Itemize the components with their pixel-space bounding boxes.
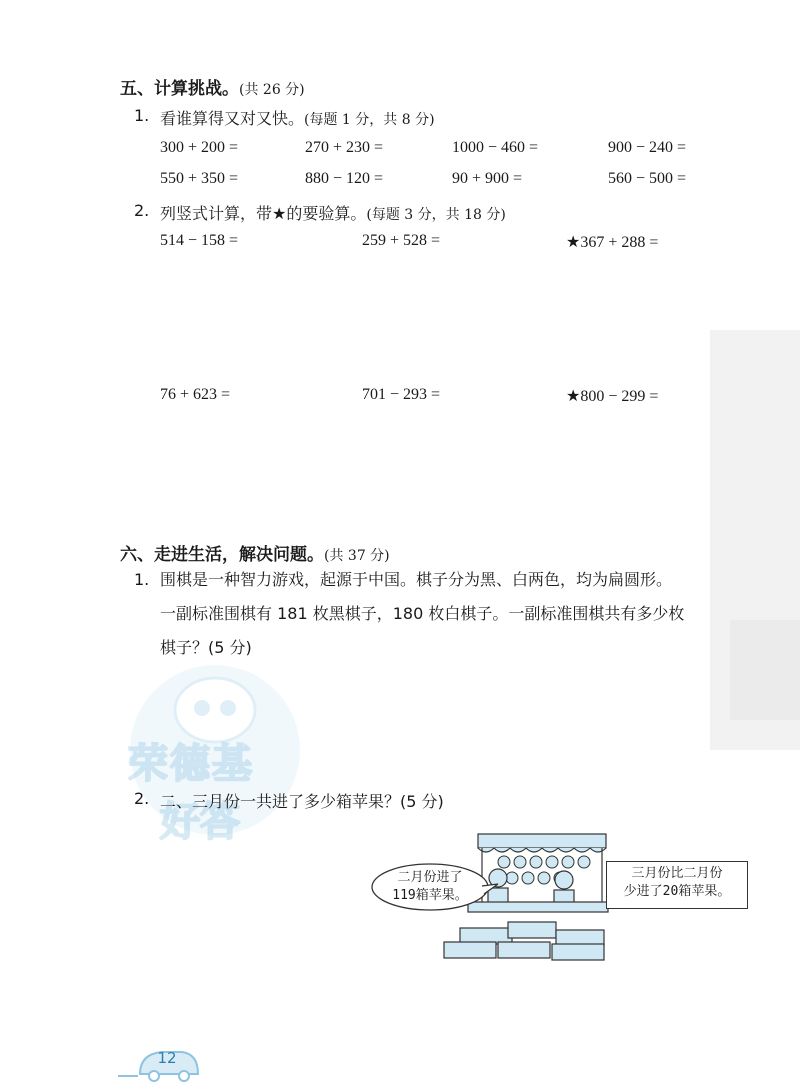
bubble-left-text xyxy=(378,869,482,905)
paragraph-line: 围棋是一种智力游戏，起源于中国。棋子分为黑、白两色，均为扁圆形。 xyxy=(160,570,673,589)
equation: 900 − 240 = xyxy=(608,139,687,156)
question-text: 二、三月份一共进了多少箱苹果？(5 分) xyxy=(160,792,444,811)
equation: ★367 + 288 = xyxy=(566,234,659,251)
question-points: (每题 3 分，共 18 分) xyxy=(366,207,506,223)
question-number: 2. xyxy=(134,789,150,808)
equation: 259 + 528 = xyxy=(362,232,441,249)
question-number: 2. xyxy=(134,201,150,220)
section-points: (共 26 分) xyxy=(239,82,305,98)
section-6-heading xyxy=(120,540,390,565)
paragraph-line: 棋子？(5 分) xyxy=(160,638,252,657)
section-title: 六、走进生活，解决问题。 xyxy=(120,545,324,565)
bubble-right-text xyxy=(606,865,748,901)
equation: 270 + 230 = xyxy=(305,139,384,156)
equation: 701 − 293 = xyxy=(362,386,441,403)
bubble-line: 少进了20箱苹果。 xyxy=(623,884,731,899)
section-title: 五、计算挑战。 xyxy=(120,79,239,99)
equation: 1000 − 460 = xyxy=(452,139,539,156)
question-number: 1. xyxy=(134,570,150,589)
bubble-line: 119箱苹果。 xyxy=(392,888,468,903)
question-text xyxy=(160,201,506,224)
question-prompt: 看谁算得又对又快。 xyxy=(160,109,305,128)
equation: 560 − 500 = xyxy=(608,170,687,187)
equation: 76 + 623 = xyxy=(160,386,231,403)
question-paragraph xyxy=(160,563,800,665)
bubble-line: 二月份进了 xyxy=(397,870,463,885)
equation: 90 + 900 = xyxy=(452,170,523,187)
equation: 300 + 200 = xyxy=(160,139,239,156)
question-prompt: 列竖式计算，带★的要验算。 xyxy=(160,204,367,223)
page-number: 12 xyxy=(157,1049,177,1067)
equation: ★800 − 299 = xyxy=(566,388,659,405)
equation: 880 − 120 = xyxy=(305,170,384,187)
bubble-line: 三月份比二月份 xyxy=(631,866,723,881)
watermark-text: 荣德基 xyxy=(128,741,254,787)
equation: 550 + 350 = xyxy=(160,170,239,187)
paragraph-line: 一副标准围棋有 181 枚黑棋子，180 枚白棋子。一副标准围棋共有多少枚 xyxy=(160,604,685,623)
question-number: 1. xyxy=(134,106,150,125)
question-text xyxy=(160,106,435,129)
section-points: (共 37 分) xyxy=(324,548,390,564)
equation: 514 − 158 = xyxy=(160,232,239,249)
watermark-text: 好答 xyxy=(160,799,240,845)
question-points: (每题 1 分，共 8 分) xyxy=(304,112,435,128)
section-5-heading xyxy=(120,74,305,99)
